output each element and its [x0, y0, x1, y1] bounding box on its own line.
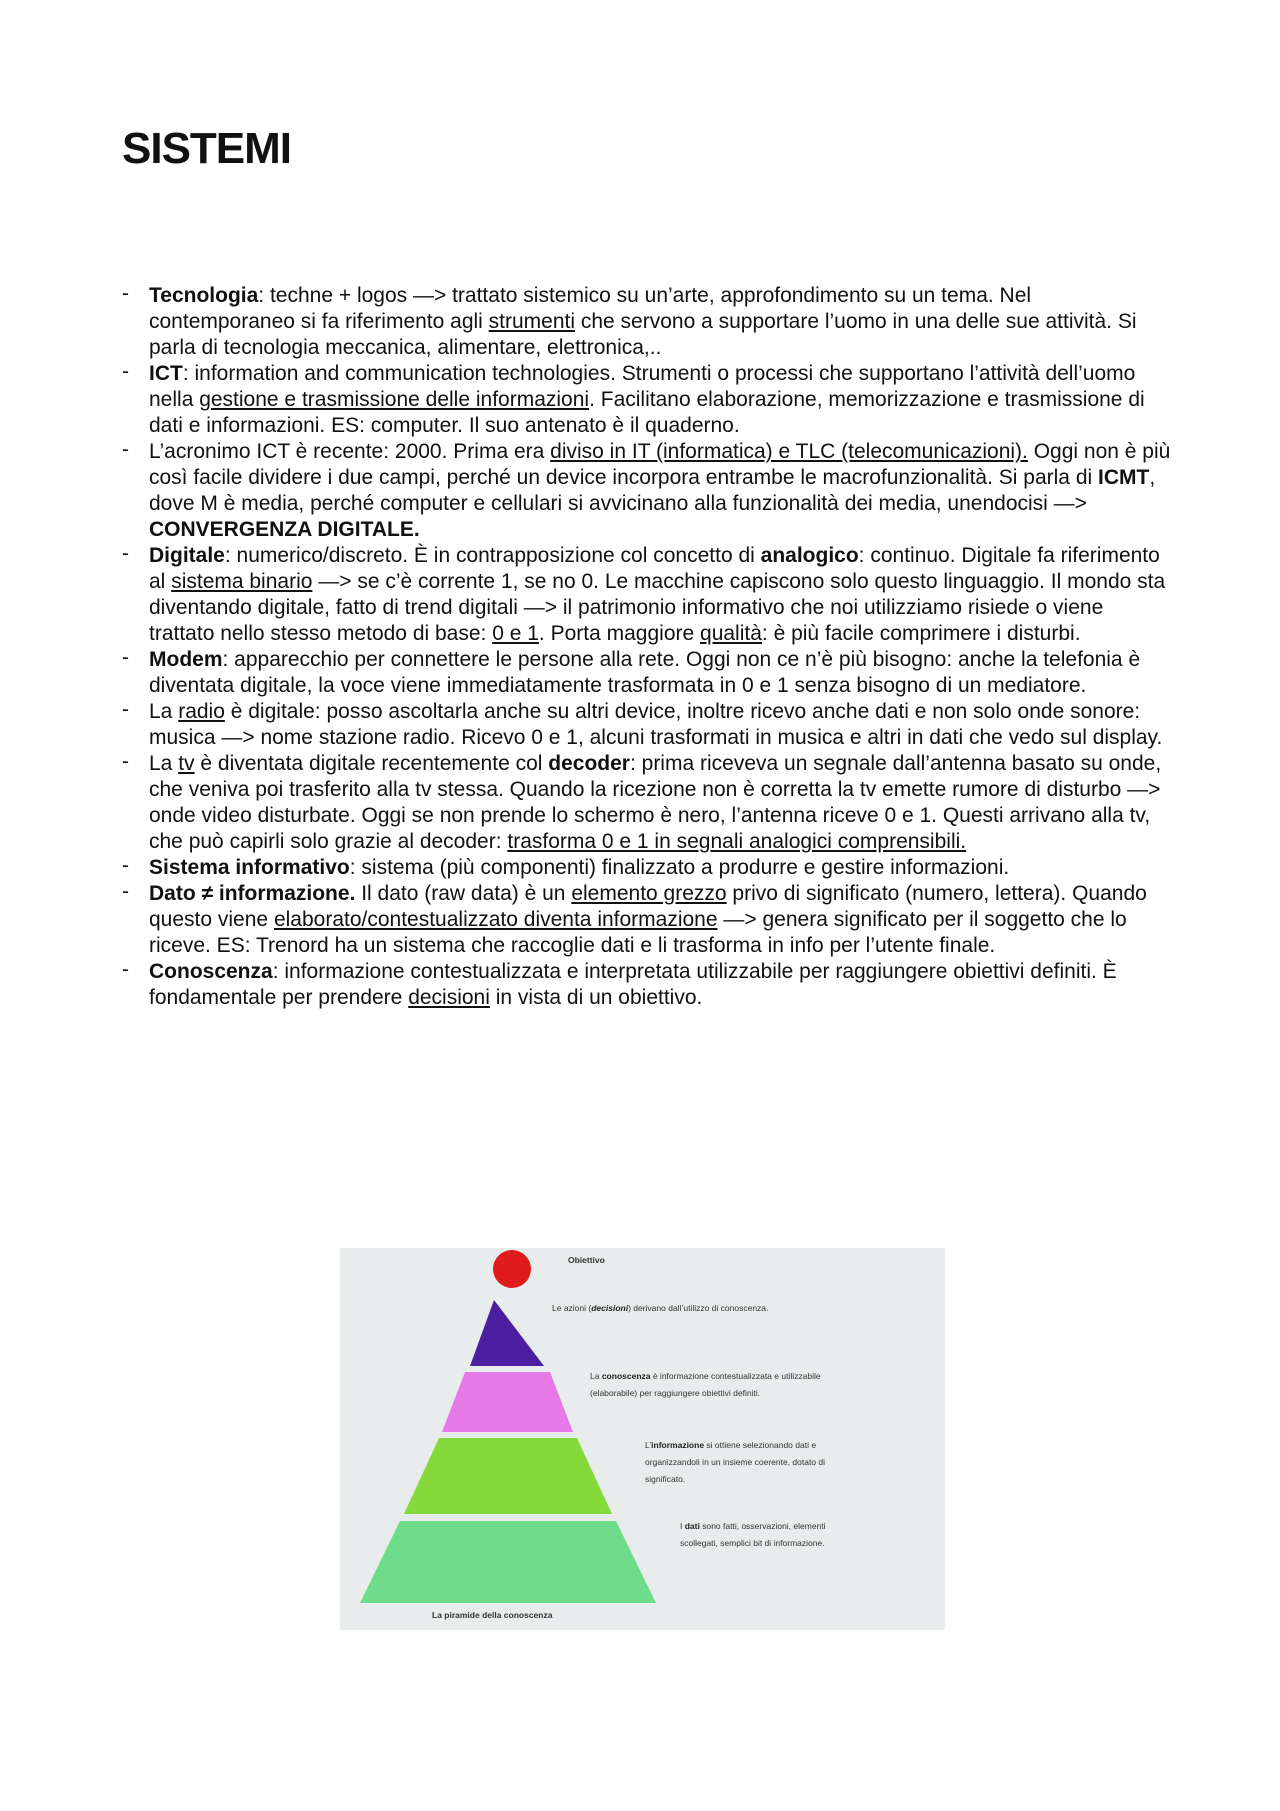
note-item: - Tecnologia: techne + logos —> trattato sistemico su un’arte, approfondimento su un tema. Nel contemporaneo si fa riferimento agli strumenti che servono a supportare l’uomo in una delle sue attività. Si parla di tecnologia meccanica, alimentare, elettronica,..: [122, 283, 1172, 361]
data-caption: I dati sono fatti, osservazioni, elementi scollegati, semplici bit di informazione.: [680, 1521, 826, 1548]
note-item: - Digitale: numerico/discreto. È in contrapposizione col concetto di analogico: continuo. Digitale fa riferimento al sistema binario —> se c’è corrente 1, se no 0. Le macchine capiscono solo questo linguaggio. Il mondo sta diventando digitale, fatto di trend digitali —> il patrimonio informativo che noi utilizziamo risiede o viene trattato nello stesso metodo di base: 0 e 1. Porta maggiore qualità: è più facile comprimere i disturbi.: [122, 543, 1172, 647]
note-item: - Conoscenza: informazione contestualizzata e interpretata utilizzabile per raggiungere obiettivi definiti. È fondamentale per prendere decisioni in vista di un obiettivo.: [122, 959, 1172, 1011]
page-title: SISTEMI: [122, 124, 292, 173]
objective-label: Obiettivo: [568, 1255, 605, 1265]
decisions-caption: Le azioni (decisioni) derivano dall’utilizzo di conoscenza.: [552, 1303, 769, 1313]
objective-circle: [493, 1250, 531, 1288]
information-trapezoid: [404, 1438, 612, 1514]
knowledge-pyramid-figure: [340, 1248, 945, 1630]
note-item: - Sistema informativo: sistema (più componenti) finalizzato a produrre e gestire informazioni.: [122, 855, 1172, 881]
knowledge-trapezoid: [442, 1372, 573, 1432]
note-item: - La tv è diventata digitale recentemente col decoder: prima riceveva un segnale dall’antenna basato su onde, che veniva poi trasferito alla tv stessa. Quando la ricezione non è corretta la tv emette rumore di disturbo —> onde video disturbate. Oggi se non prende lo schermo è nero, l’antenna riceve 0 e 1. Questi arrivano alla tv, che può capirli solo grazie al decoder: trasforma 0 e 1 in segnali analogici comprensibili.: [122, 751, 1172, 855]
note-item: - ICT: information and communication technologies. Strumenti o processi che supportano l’attività dell’uomo nella gestione e trasmissione delle informazioni. Facilitano elaborazione, memorizzazione e trasmissione di dati e informazioni. ES: computer. Il suo antenato è il quaderno.: [122, 361, 1172, 439]
note-item: - La radio è digitale: posso ascoltarla anche su altri device, inoltre ricevo anche dati e non solo onde sonore: musica —> nome stazione radio. Ricevo 0 e 1, alcuni trasformati in musica e altri in dati che vedo sul display.: [122, 699, 1172, 751]
pyramid-caption: La piramide della conoscenza: [432, 1610, 553, 1620]
notes-list: [122, 283, 1172, 1011]
note-item: - Modem: apparecchio per connettere le persone alla rete. Oggi non ce n’è più bisogno: anche la telefonia è diventata digitale, la voce viene immediatamente trasformata in 0 e 1 senza bisogno di un mediatore.: [122, 647, 1172, 699]
note-item: - Dato ≠ informazione. Il dato (raw data) è un elemento grezzo privo di significato (numero, lettera). Quando questo viene elaborato/contestualizzato diventa informazione —> genera significato per il soggetto che lo riceve. ES: Trenord ha un sistema che raccoglie dati e li trasforma in info per l’utente finale.: [122, 881, 1172, 959]
note-item: - L’acronimo ICT è recente: 2000. Prima era diviso in IT (informatica) e TLC (telecomunicazioni). Oggi non è più così facile dividere i due campi, perché un device incorpora entrambe le macrofunzionalità. Si parla di ICMT, dove M è media, perché computer e cellulari si avvicinano alla funzionalità dei media, unendocisi —> CONVERGENZA DIGITALE.: [122, 439, 1172, 543]
knowledge-caption: La conoscenza è informazione contestualizzata e utilizzabile (elaborabile) per raggiungere obiettivi definiti.: [590, 1371, 821, 1398]
data-trapezoid: [360, 1521, 656, 1603]
information-caption: L’informazione si ottiene selezionando dati e organizzandoli in un insieme coerente, dotato di significato.: [645, 1440, 826, 1484]
decisions-triangle: [470, 1300, 544, 1366]
